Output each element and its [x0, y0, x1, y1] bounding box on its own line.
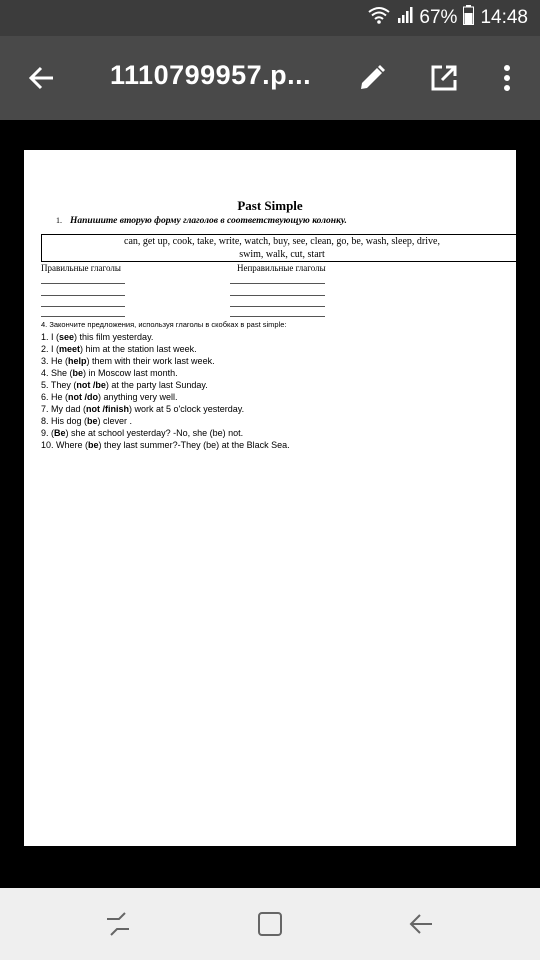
file-title: 1110799957.p... [110, 60, 312, 90]
task-1-instruction [56, 216, 347, 226]
open-external-icon [430, 64, 458, 92]
sentence-text: ) they last summer?-They (be) at the Black Sea. [98, 440, 290, 450]
verb-hint: see [59, 332, 75, 342]
sentence-item [41, 379, 290, 391]
page-title: Past Simple [237, 198, 303, 213]
sentence-item [41, 355, 290, 367]
sentence-text: ) clever . [97, 416, 133, 426]
answer-line [41, 306, 125, 307]
app-toolbar [0, 36, 540, 120]
recent-apps-icon [105, 911, 131, 937]
back-arrow-icon [28, 64, 56, 92]
sentence-text: 10. Where ( [41, 440, 89, 450]
sentence-text: 1. I ( [41, 332, 60, 342]
sentence-text: ) she at school yesterday? -No, she (be) not. [65, 428, 244, 438]
answer-line [41, 295, 125, 296]
task-4-instruction: 4. Закончите предложения, используя глаголы в скобках в past simple: [41, 320, 287, 329]
verb-hint: help [68, 356, 87, 366]
answer-line [230, 295, 325, 296]
sentence-text: 9. ( [41, 428, 55, 438]
sentence-text: 4. She ( [41, 368, 73, 378]
battery-icon [463, 5, 474, 31]
more-options-button[interactable] [492, 58, 522, 98]
sentence-text: 5. They ( [41, 380, 77, 390]
nav-back-button[interactable] [401, 906, 441, 942]
verb-list-box [41, 234, 516, 262]
more-vertical-icon [503, 65, 511, 91]
answer-line [230, 283, 325, 284]
sentence-text: ) this film yesterday. [74, 332, 154, 342]
signal-icon [397, 7, 413, 29]
sentence-text: 3. He ( [41, 356, 69, 366]
verb-hint: not /be [76, 380, 106, 390]
home-button[interactable] [250, 906, 290, 942]
answer-line [230, 306, 325, 307]
back-button[interactable] [22, 58, 62, 98]
verb-hint: be [88, 440, 99, 450]
sentence-text: 7. My dad ( [41, 404, 87, 414]
sentence-text: 8. His dog ( [41, 416, 88, 426]
verb-hint: be [87, 416, 98, 426]
sentence-item [41, 331, 290, 343]
pencil-icon [357, 63, 387, 93]
irregular-verbs-heading: Неправильные глаголы [237, 263, 326, 273]
recent-apps-button[interactable] [98, 906, 138, 942]
edit-button[interactable] [352, 58, 392, 98]
sentence-text: ) him at the station last week. [80, 344, 197, 354]
verb-hint: meet [59, 344, 81, 354]
wifi-icon [367, 6, 391, 30]
task-1-text: Напишите вторую форму глаголов в соответствующую колонку. [70, 216, 347, 226]
verb-list-line-2: swim, walk, cut, start [239, 249, 325, 260]
sentence-list [41, 331, 290, 451]
back-arrow-icon [408, 911, 434, 937]
sentence-item [41, 439, 290, 451]
clock: 14:48 [480, 7, 528, 28]
sentence-item [41, 343, 290, 355]
open-external-button[interactable] [424, 58, 464, 98]
battery-percent: 67% [419, 7, 458, 28]
regular-verbs-heading: Правильные глаголы [41, 263, 121, 273]
verb-hint: not /do [68, 392, 99, 402]
status-bar [0, 0, 540, 36]
sentence-text: 6. He ( [41, 392, 69, 402]
verb-hint: not /finish [86, 404, 130, 414]
sentence-text: ) work at 5 o'clock yesterday. [129, 404, 245, 414]
sentence-text: ) anything very well. [98, 392, 178, 402]
task-1-number: 1. [56, 216, 62, 225]
sentence-text: ) them with their work last week. [86, 356, 215, 366]
answer-line [41, 316, 125, 317]
sentence-item [41, 403, 290, 415]
pdf-page[interactable] [24, 150, 516, 846]
sentence-text: ) in Moscow last month. [83, 368, 178, 378]
home-square-icon [257, 911, 283, 937]
answer-line [230, 316, 325, 317]
verb-hint: be [72, 368, 84, 378]
sentence-item [41, 427, 290, 439]
answer-line [41, 283, 125, 284]
sentence-text: ) at the party last Sunday. [105, 380, 208, 390]
sentence-text: 2. I ( [41, 344, 60, 354]
sentence-item [41, 367, 290, 379]
verb-list-line-1: can, get up, cook, take, write, watch, buy, see, clean, go, be, wash, sleep, drive, [124, 236, 440, 247]
navigation-bar [0, 888, 540, 960]
sentence-item [41, 415, 290, 427]
verb-hint: Be [54, 428, 66, 438]
sentence-item [41, 391, 290, 403]
